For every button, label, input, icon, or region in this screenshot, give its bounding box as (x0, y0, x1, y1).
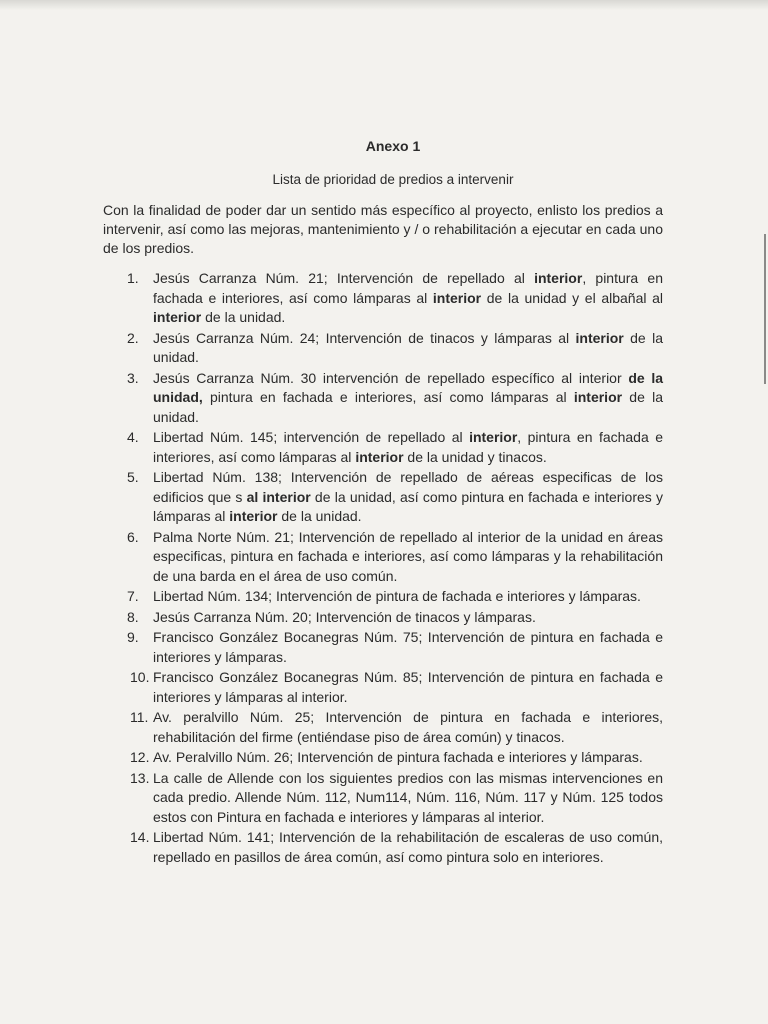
bold-text: interior (573, 389, 623, 405)
bold-text: interior (469, 429, 518, 445)
list-item (103, 628, 663, 667)
text-segment: de la unidad. (153, 389, 663, 425)
priority-list (103, 269, 663, 867)
text-segment: , pintura en fachada e interiores, así como lámparas al (153, 270, 663, 306)
list-item (103, 668, 663, 707)
list-item (103, 329, 663, 368)
list-item-number: 10. (130, 669, 150, 685)
text-segment: Av. peralvillo Núm. 25; Intervención de pintura en fachada e interiores, rehabilitación del firme (entiéndase piso de área común) y tinacos. (153, 709, 663, 745)
list-item-text (153, 529, 663, 584)
document-page (103, 138, 663, 868)
list-item-number: 1. (127, 270, 139, 286)
list-item (103, 769, 663, 828)
list-item-number: 7. (127, 588, 139, 604)
text-segment: de la unidad. (277, 508, 362, 524)
page-subtitle: Lista de prioridad de predios a intervenir (272, 172, 514, 187)
bold-text: interior (534, 270, 583, 286)
intro-paragraph: Con la finalidad de poder dar un sentido más específico al proyecto, enlisto los predios a intervenir, así como las mejoras, mantenimiento y / o rehabilitación a ejecutar en cada uno de los predios. (103, 202, 663, 256)
page-title: Anexo 1 (365, 138, 421, 154)
list-item (103, 828, 663, 867)
bold-text: interior (153, 309, 202, 325)
list-item-text (153, 370, 663, 425)
list-item (103, 468, 663, 527)
list-item (103, 587, 663, 607)
list-item-text (153, 829, 663, 865)
list-item (103, 369, 663, 428)
text-segment: Av. Peralvillo Núm. 26; Intervención de pintura fachada e interiores y lámparas. (153, 749, 643, 765)
text-segment: Jesús Carranza Núm. 20; Intervención de tinacos y lámparas. (153, 608, 536, 625)
list-item-text (153, 669, 663, 705)
list-item-number: 11. (130, 709, 149, 725)
text-segment: pintura en fachada e interiores, así como lámparas al (202, 389, 574, 405)
list-item-text (153, 609, 536, 625)
text-segment: La calle de Allende con los siguientes predios con las mismas intervenciones en cada predio. Allende Núm. 112, Num114, Núm. 116, Núm. 117 y Núm. 125 todos estos con Pintura en fachada e interiores y lámparas al interior. (153, 769, 663, 825)
list-item (103, 708, 663, 747)
bold-text: interior (355, 448, 404, 465)
scan-edge-mark (764, 234, 766, 384)
bold-text: interior (229, 508, 278, 524)
bold-text: interior (575, 329, 624, 346)
list-item-text (153, 629, 663, 665)
list-item-number: 14. (130, 829, 150, 845)
bold-text: al interior (246, 488, 311, 505)
list-item-number: 12. (130, 749, 150, 765)
text-segment: Jesús Carranza Núm. 24; Intervención de tinacos y lámparas al (153, 329, 576, 346)
list-item (103, 269, 663, 328)
list-item-text (153, 588, 641, 604)
text-segment: Jesús Carranza Núm. 21; Intervención de repellado al (153, 270, 535, 286)
text-segment: de la unidad y el albañal al (481, 289, 663, 306)
text-segment: Libertad Núm. 138; Intervención de repellado de aéreas especificas de los edificios que s (153, 469, 663, 505)
text-segment: de la unidad y tinacos. (403, 448, 547, 465)
list-item-number: 6. (127, 528, 139, 545)
text-segment: Jesús Carranza Núm. 30 intervención de repellado específico al interior (153, 369, 629, 386)
list-item-text (153, 429, 663, 465)
text-segment: , pintura en fachada e interiores, así como lámparas al (153, 429, 664, 465)
list-item-text (153, 270, 663, 325)
list-item-number: 4. (127, 429, 139, 445)
list-item-number: 9. (127, 629, 139, 645)
list-item (103, 428, 663, 467)
list-item-text (153, 330, 663, 366)
list-item-text (153, 709, 663, 745)
list-item (103, 748, 663, 768)
list-item-number: 5. (127, 469, 139, 485)
list-item-text (153, 469, 663, 524)
list-item (103, 608, 663, 628)
list-item-number: 3. (127, 369, 139, 386)
scan-shadow (0, 0, 768, 10)
list-item (103, 528, 663, 587)
text-segment: Francisco González Bocanegras Núm. 85; Intervención de pintura en fachada e interiores y lámparas al interior. (153, 669, 663, 705)
text-segment: de la unidad. (153, 329, 663, 365)
bold-text: interior (432, 289, 482, 306)
text-segment: Libertad Núm. 134; Intervención de pintura de fachada e interiores y lámparas. (153, 588, 641, 604)
bold-text: de la unidad, (153, 369, 664, 405)
text-segment: de la unidad, así como pintura en fachada e interiores y lámparas al (153, 488, 663, 524)
text-segment: Palma Norte Núm. 21; Intervención de repellado al interior de la unidad en áreas especificas, pintura en fachada e interiores, así como lámparas y la rehabilitación de una barda en el área de uso común. (153, 528, 663, 584)
text-segment: Libertad Núm. 141; Intervención de la rehabilitación de escaleras de uso común, repellado en pasillos de área común, así como pintura solo en interiores. (153, 829, 663, 865)
list-item-text (153, 770, 663, 825)
text-segment: Libertad Núm. 145; intervención de repellado al (153, 429, 470, 445)
text-segment: de la unidad. (201, 309, 286, 325)
list-item-number: 2. (127, 329, 139, 346)
list-item-text (153, 749, 643, 765)
list-item-number: 8. (127, 608, 139, 625)
list-item-number: 13. (130, 769, 150, 786)
text-segment: Francisco González Bocanegras Núm. 75; Intervención de pintura en fachada e interiores y lámparas. (153, 629, 663, 665)
